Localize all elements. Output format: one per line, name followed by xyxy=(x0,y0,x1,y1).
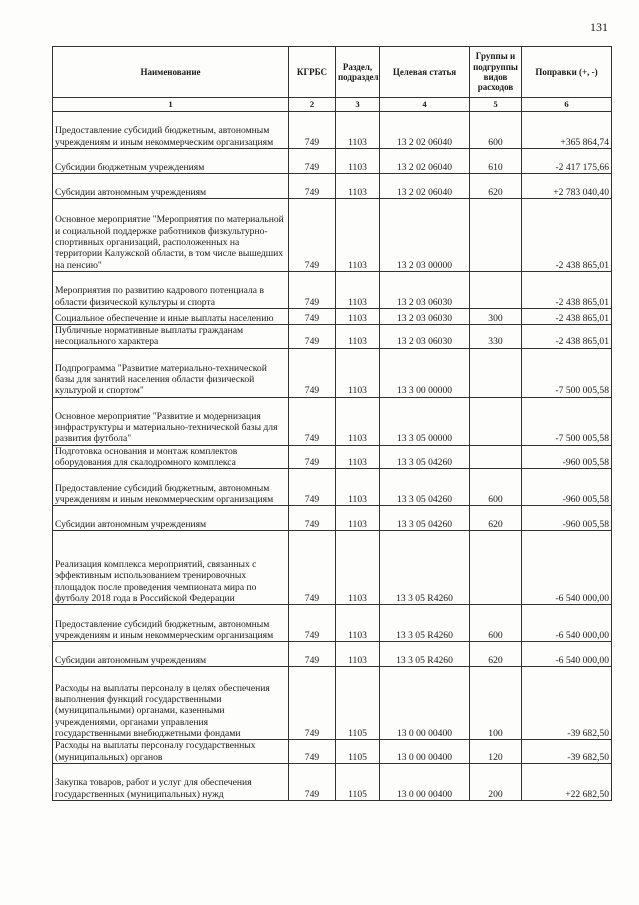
table-row xyxy=(53,763,612,800)
cell-kgrbs: 749 xyxy=(289,348,336,397)
column-number: 3 xyxy=(336,98,380,112)
cell-kgrbs: 749 xyxy=(289,531,336,605)
cell-section: 1103 xyxy=(336,642,380,667)
cell-amount: -960 005,58 xyxy=(522,445,612,469)
cell-name: Предоставление субсидий бюджетным, автономным учреждениям и иным некоммерческим организациям xyxy=(53,469,289,506)
cell-amount: -2 438 865,01 xyxy=(522,272,612,309)
header-row xyxy=(53,47,612,98)
column-number: 6 xyxy=(522,98,612,112)
table-row xyxy=(53,112,612,149)
cell-amount: -6 540 000,00 xyxy=(522,531,612,605)
cell-group xyxy=(470,348,522,397)
cell-section: 1103 xyxy=(336,605,380,642)
cell-name: Субсидии автономным учреждениям xyxy=(53,174,289,199)
cell-section: 1103 xyxy=(336,348,380,397)
cell-kgrbs: 749 xyxy=(289,605,336,642)
header-groups: Группы и подгруппы видов расходов xyxy=(470,47,522,98)
cell-section: 1103 xyxy=(336,445,380,469)
cell-amount: -2 438 865,01 xyxy=(522,199,612,272)
table-row xyxy=(53,272,612,309)
cell-amount: -39 682,50 xyxy=(522,740,612,764)
table-row xyxy=(53,309,612,325)
cell-amount: -6 540 000,00 xyxy=(522,642,612,667)
table-row xyxy=(53,667,612,740)
cell-name: Субсидии автономным учреждениям xyxy=(53,506,289,531)
cell-group xyxy=(470,397,522,445)
cell-group: 600 xyxy=(470,112,522,149)
cell-kgrbs: 749 xyxy=(289,199,336,272)
cell-target: 13 2 03 00000 xyxy=(380,199,470,272)
cell-section: 1103 xyxy=(336,469,380,506)
cell-section: 1105 xyxy=(336,667,380,740)
cell-target: 13 0 00 00400 xyxy=(380,763,470,800)
table-row xyxy=(53,348,612,397)
cell-group: 120 xyxy=(470,740,522,764)
cell-kgrbs: 749 xyxy=(289,740,336,764)
cell-group: 300 xyxy=(470,309,522,325)
cell-name: Расходы на выплаты персоналу государственных (муниципальных) органов xyxy=(53,740,289,764)
cell-kgrbs: 749 xyxy=(289,325,336,349)
cell-name: Субсидии бюджетным учреждениям xyxy=(53,149,289,174)
cell-group xyxy=(470,272,522,309)
cell-name: Мероприятия по развитию кадрового потенциала в области физической культуры и спорта xyxy=(53,272,289,309)
table-row xyxy=(53,325,612,349)
table-row xyxy=(53,506,612,531)
cell-kgrbs: 749 xyxy=(289,763,336,800)
cell-target: 13 2 02 06040 xyxy=(380,112,470,149)
cell-group: 100 xyxy=(470,667,522,740)
cell-section: 1103 xyxy=(336,397,380,445)
cell-target: 13 2 03 06030 xyxy=(380,272,470,309)
header-amendments: Поправки (+, -) xyxy=(522,47,612,98)
cell-target: 13 0 00 00400 xyxy=(380,667,470,740)
cell-target: 13 3 05 00000 xyxy=(380,397,470,445)
cell-name: Предоставление субсидий бюджетным, автономным учреждениям и иным некоммерческим организациям xyxy=(53,605,289,642)
cell-section: 1103 xyxy=(336,112,380,149)
cell-target: 13 3 05 04260 xyxy=(380,445,470,469)
cell-kgrbs: 749 xyxy=(289,174,336,199)
cell-target: 13 3 05 R4260 xyxy=(380,531,470,605)
cell-kgrbs: 749 xyxy=(289,149,336,174)
cell-section: 1103 xyxy=(336,531,380,605)
cell-amount: -2 438 865,01 xyxy=(522,325,612,349)
cell-group: 330 xyxy=(470,325,522,349)
cell-section: 1103 xyxy=(336,199,380,272)
cell-group: 610 xyxy=(470,149,522,174)
cell-name: Основное мероприятие "Развитие и модернизация инфраструктуры и материально-технической базы для развития футбола" xyxy=(53,397,289,445)
cell-section: 1103 xyxy=(336,325,380,349)
column-number: 2 xyxy=(289,98,336,112)
page-number: 131 xyxy=(590,20,608,34)
cell-section: 1103 xyxy=(336,174,380,199)
table-row xyxy=(53,199,612,272)
cell-group xyxy=(470,445,522,469)
cell-kgrbs: 749 xyxy=(289,112,336,149)
cell-amount: -960 005,58 xyxy=(522,506,612,531)
column-number: 5 xyxy=(470,98,522,112)
cell-target: 13 2 03 06030 xyxy=(380,309,470,325)
table-row xyxy=(53,445,612,469)
cell-target: 13 0 00 00400 xyxy=(380,740,470,764)
cell-section: 1105 xyxy=(336,763,380,800)
cell-section: 1103 xyxy=(336,506,380,531)
cell-name: Реализация комплекса мероприятий, связанных с эффективным использованием тренировочных площадок после проведения чемпионата мира по футболу 2018 года в Российской Федерации xyxy=(53,531,289,605)
cell-amount: +2 783 040,40 xyxy=(522,174,612,199)
cell-group: 200 xyxy=(470,763,522,800)
cell-kgrbs: 749 xyxy=(289,667,336,740)
cell-group: 600 xyxy=(470,605,522,642)
cell-target: 13 3 05 R4260 xyxy=(380,605,470,642)
cell-kgrbs: 749 xyxy=(289,506,336,531)
header-name: Наименование xyxy=(53,47,289,98)
table-body xyxy=(53,112,612,801)
cell-amount: -7 500 005,58 xyxy=(522,348,612,397)
cell-target: 13 2 02 06040 xyxy=(380,149,470,174)
cell-group: 620 xyxy=(470,642,522,667)
cell-target: 13 3 05 04260 xyxy=(380,469,470,506)
table-row xyxy=(53,740,612,764)
cell-section: 1103 xyxy=(336,149,380,174)
header-kgrbs: КГРБС xyxy=(289,47,336,98)
table-row xyxy=(53,397,612,445)
cell-target: 13 3 05 R4260 xyxy=(380,642,470,667)
cell-group xyxy=(470,199,522,272)
table-row xyxy=(53,149,612,174)
cell-amount: -2 438 865,01 xyxy=(522,309,612,325)
cell-amount: -39 682,50 xyxy=(522,667,612,740)
column-numbers-row xyxy=(53,98,612,112)
cell-section: 1103 xyxy=(336,272,380,309)
cell-group: 620 xyxy=(470,174,522,199)
table-row xyxy=(53,469,612,506)
cell-name: Подготовка основания и монтаж комплектов оборудования для скалодромного комплекса xyxy=(53,445,289,469)
cell-section: 1103 xyxy=(336,309,380,325)
table-row xyxy=(53,605,612,642)
cell-target: 13 2 02 06040 xyxy=(380,174,470,199)
cell-kgrbs: 749 xyxy=(289,469,336,506)
cell-name: Основное мероприятие "Мероприятия по материальной и социальной поддержке работников физкультурно-спортивных организаций, расположенных на территории Калужской области, в том числе вышедших на пенсию" xyxy=(53,199,289,272)
cell-name: Социальное обеспечение и иные выплаты населению xyxy=(53,309,289,325)
cell-name: Предоставление субсидий бюджетным, автономным учреждениям и иным некоммерческим организациям xyxy=(53,112,289,149)
cell-kgrbs: 749 xyxy=(289,397,336,445)
table-row xyxy=(53,531,612,605)
cell-group xyxy=(470,531,522,605)
cell-name: Публичные нормативные выплаты гражданам несоциального характера xyxy=(53,325,289,349)
cell-amount: +22 682,50 xyxy=(522,763,612,800)
cell-target: 13 3 05 04260 xyxy=(380,506,470,531)
cell-kgrbs: 749 xyxy=(289,309,336,325)
column-number: 4 xyxy=(380,98,470,112)
cell-amount: -2 417 175,66 xyxy=(522,149,612,174)
cell-amount: -6 540 000,00 xyxy=(522,605,612,642)
cell-group: 600 xyxy=(470,469,522,506)
cell-amount: -960 005,58 xyxy=(522,469,612,506)
cell-section: 1105 xyxy=(336,740,380,764)
cell-amount: -7 500 005,58 xyxy=(522,397,612,445)
cell-kgrbs: 749 xyxy=(289,642,336,667)
cell-kgrbs: 749 xyxy=(289,272,336,309)
cell-group: 620 xyxy=(470,506,522,531)
header-section: Раздел, подраздел xyxy=(336,47,380,98)
table-row xyxy=(53,174,612,199)
cell-target: 13 3 00 00000 xyxy=(380,348,470,397)
cell-kgrbs: 749 xyxy=(289,445,336,469)
cell-name: Субсидии автономным учреждениям xyxy=(53,642,289,667)
cell-name: Расходы на выплаты персоналу в целях обеспечения выполнения функций государственными (муниципальными) органами, казенными учреждениями, органами управления государственными внебюджетными фондами xyxy=(53,667,289,740)
cell-name: Подпрограмма "Развитие материально-технической базы для занятий населения области физической культурой и спортом" xyxy=(53,348,289,397)
column-number: 1 xyxy=(53,98,289,112)
header-target: Целевая статья xyxy=(380,47,470,98)
budget-table xyxy=(52,46,612,801)
cell-amount: +365 864,74 xyxy=(522,112,612,149)
cell-target: 13 2 03 06030 xyxy=(380,325,470,349)
cell-name: Закупка товаров, работ и услуг для обеспечения государственных (муниципальных) нужд xyxy=(53,763,289,800)
table-row xyxy=(53,642,612,667)
